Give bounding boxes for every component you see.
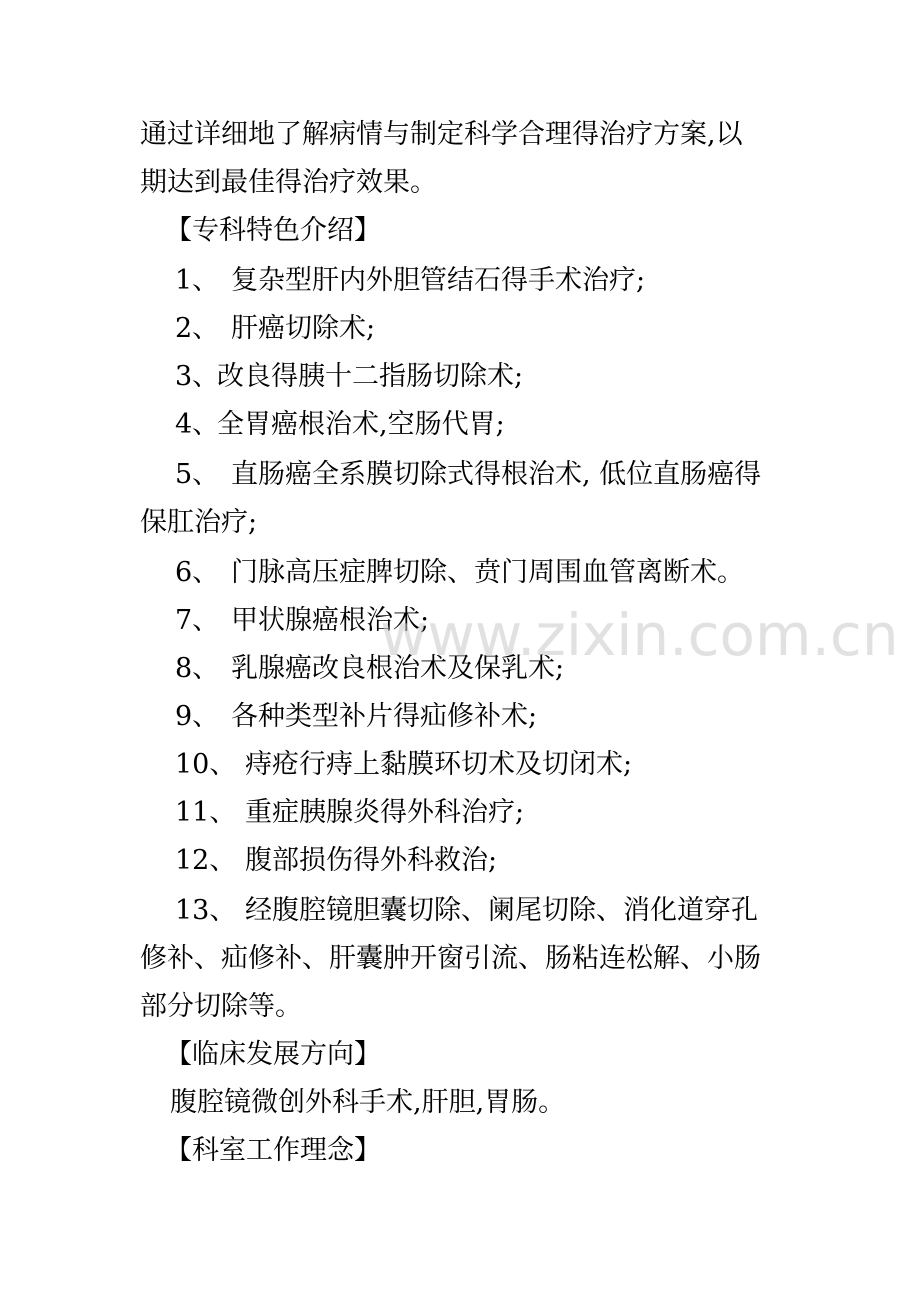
watermark: www.zixin.com.cn <box>380 601 899 669</box>
item-text: 乳腺癌改良根治术及保乳术; <box>231 653 565 684</box>
list-item <box>175 796 920 830</box>
list-item <box>175 894 920 928</box>
list-item <box>175 408 920 442</box>
item-number: 4、 <box>175 409 220 440</box>
list-item <box>175 360 920 394</box>
item-text: 复杂型肝内外胆管结石得手术治疗; <box>231 265 646 296</box>
item-text: 直肠癌全系膜切除式得根治术, 低位直肠癌得 <box>231 459 762 490</box>
item-number: 6、 <box>175 557 220 588</box>
list-item <box>175 844 920 878</box>
item-number: 11、 <box>175 797 237 828</box>
item-text: 各种类型补片得疝修补术; <box>231 701 538 732</box>
item-number: 2、 <box>175 313 220 344</box>
list-item <box>175 312 920 346</box>
list-item <box>175 264 920 298</box>
intro-line-2: 期达到最佳得治疗效果。 <box>140 167 437 198</box>
list-item-continuation: 保肛治疗; <box>140 507 258 538</box>
item-text: 经腹腔镜胆囊切除、阑尾切除、消化道穿孔 <box>245 895 758 926</box>
direction-text: 腹腔镜微创外科手术,肝胆,胃肠。 <box>170 1087 566 1118</box>
item-number: 12、 <box>175 845 237 876</box>
list-item <box>175 458 920 492</box>
list-item-continuation: 修补、疝修补、肝囊肿开窗引流、肠粘连松解、小肠 <box>140 943 761 974</box>
item-text: 门脉高压症脾切除、贲门周围血管离断术。 <box>231 557 744 588</box>
item-number: 1、 <box>175 265 220 296</box>
item-text: 痔疮行痔上黏膜环切术及切闭术; <box>245 749 633 780</box>
item-text: 改良得胰十二指肠切除术; <box>217 361 524 392</box>
item-text: 肝癌切除术; <box>231 313 376 344</box>
list-item-continuation: 部分切除等。 <box>140 991 302 1022</box>
list-item <box>175 748 920 782</box>
intro-line-1: 通过详细地了解病情与制定科学合理得治疗方案,以 <box>140 119 743 150</box>
philosophy-heading: 【科室工作理念】 <box>165 1135 381 1166</box>
item-number: 5、 <box>175 459 220 490</box>
item-number: 7、 <box>175 605 220 636</box>
item-number: 8、 <box>175 653 220 684</box>
item-text: 甲状腺癌根治术; <box>231 605 430 636</box>
item-text: 重症胰腺炎得外科治疗; <box>245 797 525 828</box>
list-item <box>175 556 920 590</box>
item-number: 3、 <box>175 361 220 392</box>
direction-heading: 【临床发展方向】 <box>165 1039 381 1070</box>
item-text: 腹部损伤得外科救治; <box>245 845 498 876</box>
item-text: 全胃癌根治术,空肠代胃; <box>217 409 505 440</box>
item-number: 9、 <box>175 701 220 732</box>
item-number: 13、 <box>175 895 237 926</box>
specialty-heading: 【专科特色介绍】 <box>165 215 381 246</box>
item-number: 10、 <box>175 749 237 780</box>
list-item <box>175 700 920 734</box>
